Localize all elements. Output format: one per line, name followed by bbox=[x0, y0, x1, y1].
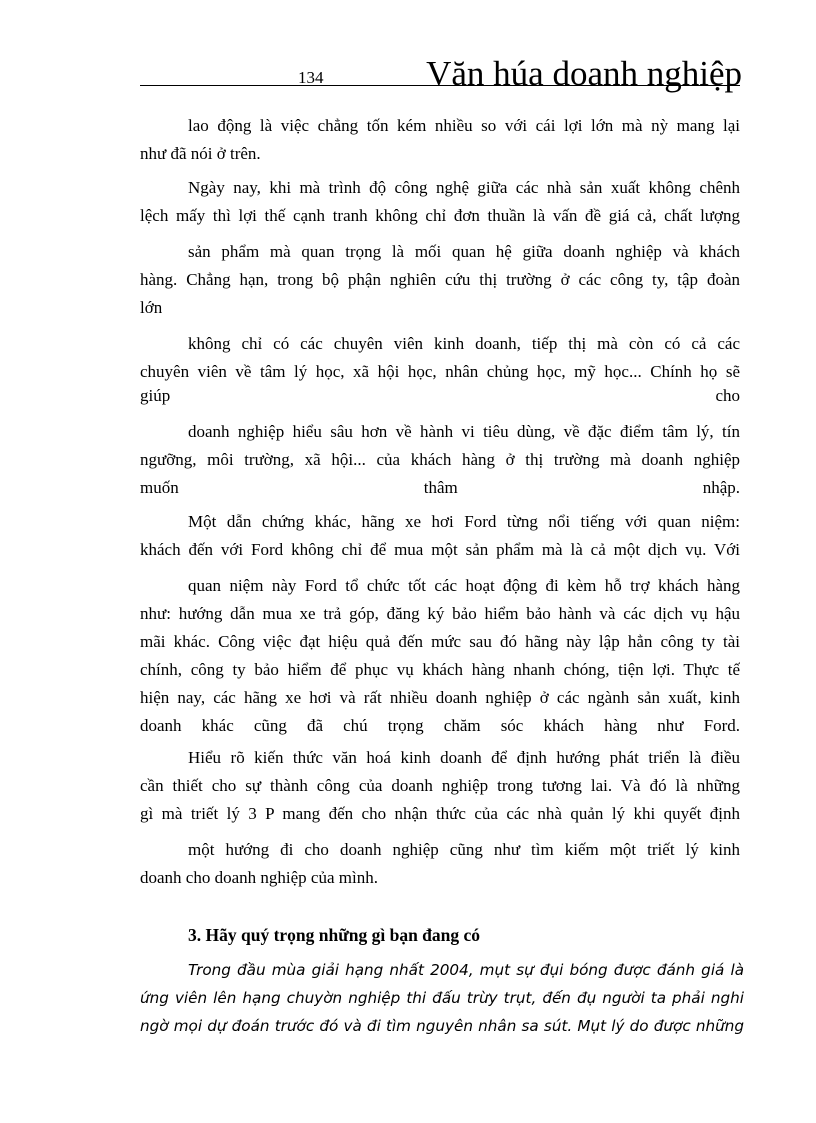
body-line: doanh cho doanh nghiệp của mình. bbox=[140, 868, 378, 887]
body-line: không chỉ có các chuyên viên kinh doanh, tiếp thị mà còn có cả các bbox=[188, 334, 740, 353]
body-line: hiện nay, các hãng xe hơi và rất nhiều doanh nghiệp ở các ngành sản xuất, kinh bbox=[140, 688, 740, 707]
body-line: Hiểu rõ kiến thức văn hoá kinh doanh để định hướng phát triển là điều bbox=[188, 748, 740, 767]
italic-line: Trong đầu mùa giải hạng nhất 2004, mụt sự đụi bóng được đánh giá là bbox=[188, 961, 744, 979]
body-line: như: hướng dẫn mua xe trả góp, đăng ký bảo hiểm bảo hành và các dịch vụ hậu bbox=[140, 604, 740, 623]
body-line: mãi khác. Công việc đạt hiệu quả đến mức sau đó hãng này lập hẳn công ty tài bbox=[140, 632, 740, 651]
body-line: cần thiết cho sự thành công của doanh nghiệp trong tương lai. Và đó là những bbox=[140, 776, 740, 795]
italic-line: ứng viên lên hạng chuyờn nghiệp thi đấu trừy trụt, đến đụ người ta phải nghi bbox=[140, 989, 744, 1007]
body-line: ngưỡng, môi trường, xã hội... của khách hàng ở thị trường mà doanh nghiệp bbox=[140, 450, 740, 469]
body-line: giúp cho bbox=[140, 386, 740, 405]
body-line: Một dẫn chứng khác, hãng xe hơi Ford từng nổi tiếng với quan niệm: bbox=[188, 512, 740, 531]
body-line: doanh nghiệp hiểu sâu hơn về hành vi tiêu dùng, về đặc điểm tâm lý, tín bbox=[188, 422, 740, 441]
header-rule bbox=[140, 85, 740, 86]
body-line: lệch mấy thì lợi thế cạnh tranh không chỉ đơn thuần là vấn đề giá cả, chất lượng bbox=[140, 206, 740, 225]
section-heading: 3. Hãy quý trọng những gì bạn đang có bbox=[188, 925, 481, 945]
body-line: hàng. Chẳng hạn, trong bộ phận nghiên cứu thị trường ở các công ty, tập đoàn bbox=[140, 270, 740, 289]
body-line: một hướng đi cho doanh nghiệp cũng như tìm kiếm một triết lý kinh bbox=[188, 840, 740, 859]
body-line: chính, công ty bảo hiểm để phục vụ khách hàng nhanh chóng, tiện lợi. Thực tế bbox=[140, 660, 740, 679]
running-header-title: Văn húa doanh nghiệp bbox=[426, 54, 742, 93]
body-line: như đã nói ở trên. bbox=[140, 144, 261, 163]
body-line: doanh khác cũng đã chú trọng chăm sóc khách hàng như Ford. bbox=[140, 716, 740, 735]
body-line: lớn bbox=[140, 298, 163, 317]
body-line: lao động là việc chẳng tốn kém nhiều so với cái lợi lớn mà nỳ mang lại bbox=[188, 116, 740, 135]
body-line: khách đến với Ford không chỉ để mua một sản phẩm mà là cả một dịch vụ. Với bbox=[140, 540, 740, 559]
body-line: gì mà triết lý 3 P mang đến cho nhận thức của các nhà quản lý khi quyết định bbox=[140, 804, 740, 823]
italic-line: ngờ mọi dự đoán trước đó và đi tìm nguyên nhân sa sút. Mụt lý do được những bbox=[140, 1017, 744, 1035]
body-line: sản phẩm mà quan trọng là mối quan hệ giữa doanh nghiệp và khách bbox=[188, 242, 740, 261]
body-line: chuyên viên về tâm lý học, xã hội học, nhân chủng học, mỹ học... Chính họ sẽ bbox=[140, 362, 740, 381]
page-number: 134 bbox=[298, 68, 324, 87]
body-line: Ngày nay, khi mà trình độ công nghệ giữa các nhà sản xuất không chênh bbox=[188, 178, 740, 197]
body-line: quan niệm này Ford tổ chức tốt các hoạt động đi kèm hỗ trợ khách hàng bbox=[188, 576, 740, 595]
body-line: muốn thâm nhập. bbox=[140, 478, 740, 497]
